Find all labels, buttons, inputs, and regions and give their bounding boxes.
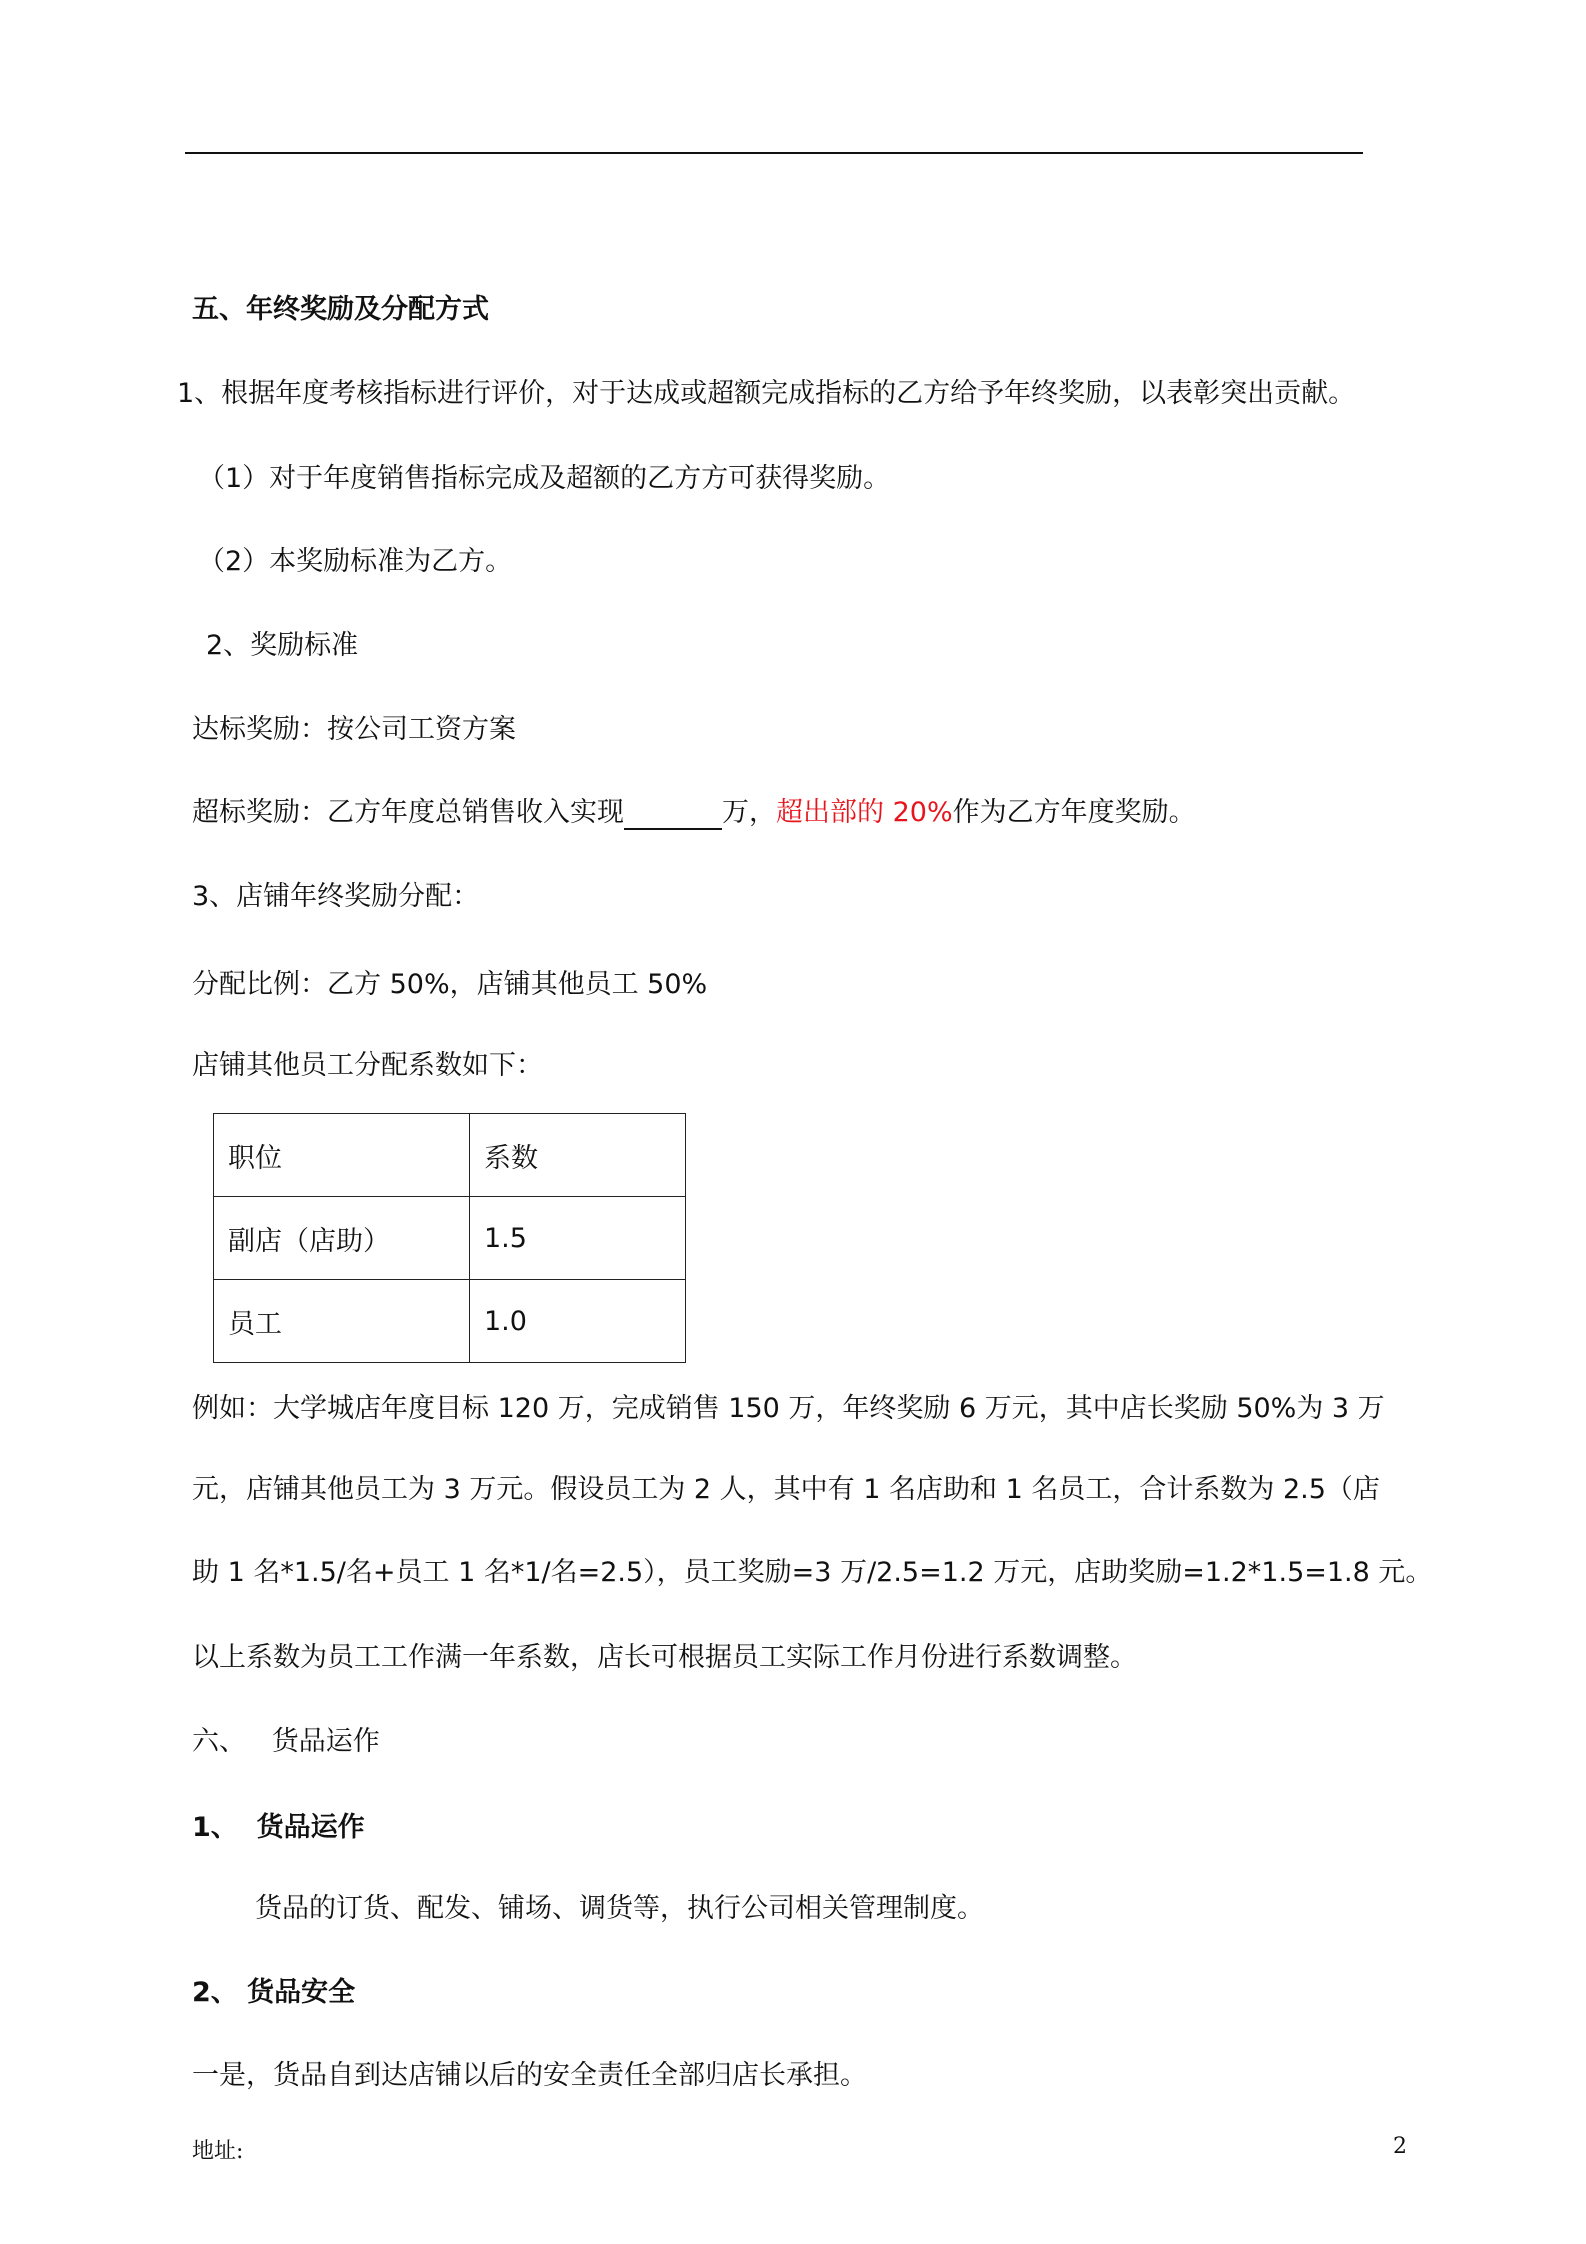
paragraph: 货品的订货、配发、铺场、调货等，执行公司相关管理制度。 [255, 1893, 984, 1924]
paragraph: 1、根据年度考核指标进行评价，对于达成或超额完成指标的乙方给予年终奖励，以表彰突出贡献。 [177, 378, 1356, 409]
table-header: 职位 [214, 1114, 470, 1197]
coefficient-table [213, 1113, 686, 1363]
table-row [214, 1197, 686, 1280]
text: 万， [722, 797, 776, 828]
paragraph: （2）本奖励标准为乙方。 [198, 546, 513, 577]
paragraph: 元，店铺其他员工为 3 万元。假设员工为 2 人，其中有 1 名店助和 1 名员工，合计系数为 2.5（店 [192, 1474, 1380, 1505]
table-cell: 员工 [214, 1280, 470, 1363]
paragraph: （1）对于年度销售指标完成及超额的乙方方可获得奖励。 [198, 463, 891, 494]
table-header: 系数 [470, 1114, 686, 1197]
table-cell: 1.0 [470, 1280, 686, 1363]
subheading: 3、店铺年终奖励分配： [192, 881, 480, 912]
header-rule [185, 152, 1363, 154]
over-target-line [192, 796, 1196, 830]
table-header-row [214, 1114, 686, 1197]
section-6-heading: 六、 货品运作 [192, 1726, 380, 1757]
text: 作为乙方年度奖励。 [952, 797, 1196, 828]
subheading: 1、 货品运作 [192, 1812, 365, 1843]
text: 超标奖励：乙方年度总销售收入实现 [192, 797, 624, 828]
paragraph: 店铺其他员工分配系数如下： [192, 1050, 543, 1081]
subheading: 2、 货品安全 [192, 1977, 356, 2008]
paragraph: 分配比例：乙方 50%，店铺其他员工 50% [192, 969, 708, 1000]
table-cell: 副店（店助） [214, 1197, 470, 1280]
paragraph: 助 1 名*1.5/名+员工 1 名*1/名=2.5），员工奖励=3 万/2.5=1.2 万元，店助奖励=1.2*1.5=1.8 元。 [192, 1557, 1433, 1588]
footer-address-label: 地址: [192, 2139, 244, 2164]
section-5-heading: 五、年终奖励及分配方式 [192, 294, 489, 325]
paragraph: 以上系数为员工工作满一年系数，店长可根据员工实际工作月份进行系数调整。 [192, 1642, 1137, 1673]
table-cell: 1.5 [470, 1197, 686, 1280]
highlight-text: 超出部的 20% [776, 797, 953, 828]
fill-in-blank [624, 798, 722, 830]
page-number: 2 [1393, 2134, 1407, 2159]
paragraph: 达标奖励：按公司工资方案 [192, 714, 516, 745]
paragraph: 一是，货品自到达店铺以后的安全责任全部归店长承担。 [192, 2060, 867, 2091]
table-row [214, 1280, 686, 1363]
subheading: 2、奖励标准 [206, 630, 359, 661]
paragraph: 例如：大学城店年度目标 120 万，完成销售 150 万，年终奖励 6 万元，其中店长奖励 50%为 3 万 [192, 1393, 1385, 1424]
